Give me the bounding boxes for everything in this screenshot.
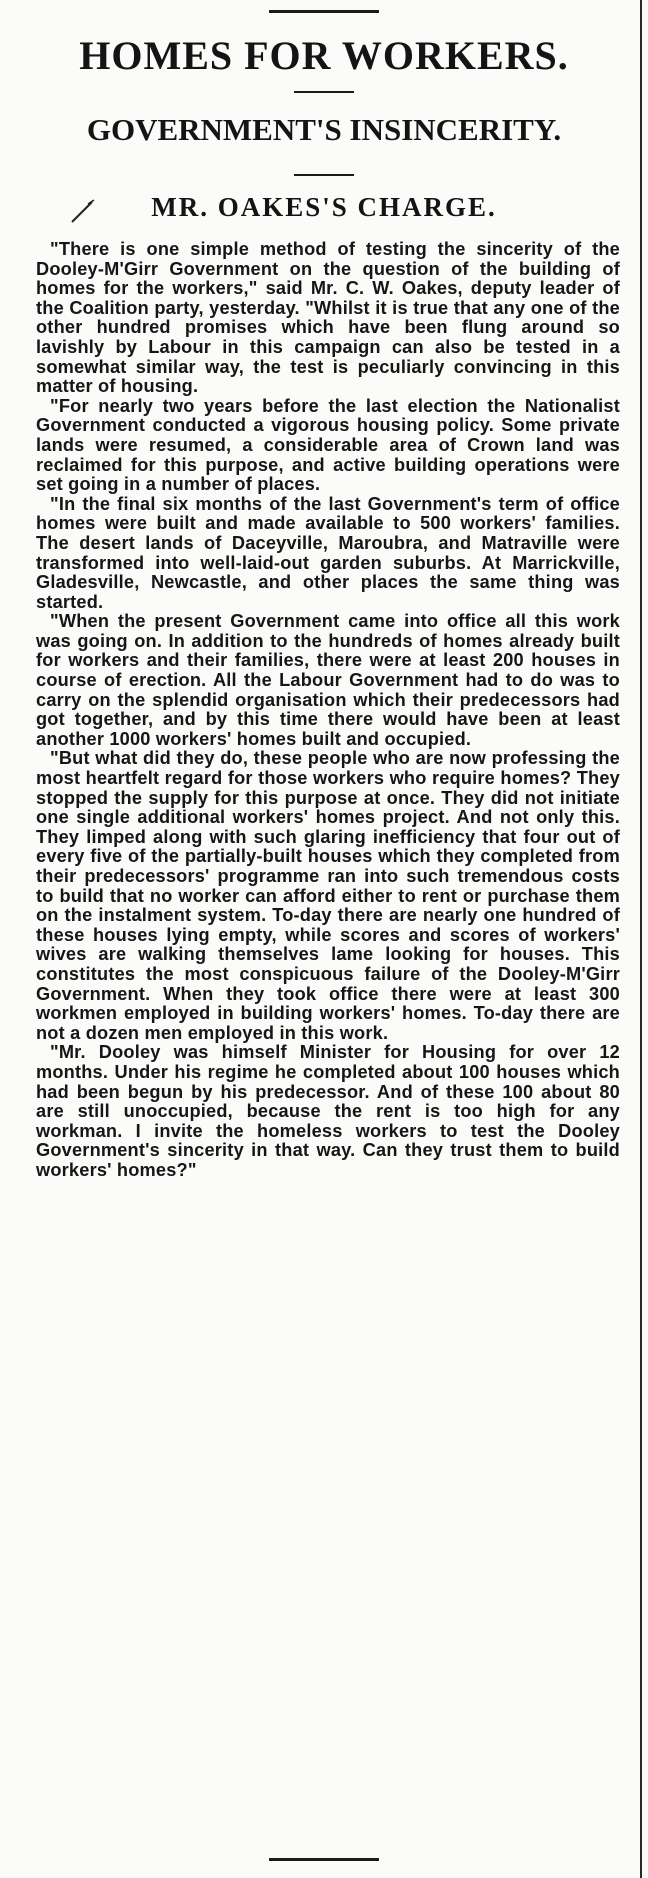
main-headline: HOMES FOR WORKERS.	[79, 33, 569, 78]
bottom-rule	[269, 1858, 379, 1861]
article-paragraph: "But what did they do, these people who are now professing the most heartfelt regard for those workers who require homes? They stopped the supply for this purpose at once. They did not initiate one single additional workers' homes project. And not only this. They limped along with such glaring inefficiency that four out of every five of the partially-built houses which they completed from their predecessors' programme ran into such tremendous costs to build that no worker can afford either to rent or purchase them on the instalment system. To-day there are nearly one hundred of these houses lying empty, while scores and scores of workers' wives are walking themselves lame looking for houses. This constitutes the most conspicuous failure of the Dooley-M'Girr Government. When they took office there were at least 300 workmen employed in building workers' homes. To-day there are not a dozen men employed in this work.	[36, 748, 620, 1043]
article-body	[36, 240, 620, 1181]
column-edge-rule	[640, 0, 642, 1878]
article-paragraph: "In the final six months of the last Government's term of office homes were built and made available to 500 workers' families. The desert lands of Daceyville, Maroubra, and Matraville were transformed into well-laid-out garden suburbs. At Marrickville, Gladesville, Newcastle, and other places the same thing was started.	[36, 493, 620, 612]
article-paragraph: "Mr. Dooley was himself Minister for Housing for over 12 months. Under his regime he completed about 100 houses which had been begun by his predecessor. And of these 100 about 80 are still unoccupied, because the rent is too high for any workman. I invite the homeless workers to test the Dooley Government's sincerity in that way. Can they trust them to build workers' homes?"	[36, 1042, 620, 1180]
top-rule	[269, 10, 379, 13]
headline-divider-2	[294, 174, 354, 176]
headline-divider-1	[294, 91, 354, 93]
article-paragraph: "When the present Government came into office all this work was going on. In addition to the hundreds of homes already built for workers and their families, there were at least 200 houses in course of erection. All the Labour Government had to do was to carry on the splendid organisation which their predecessors had got together, and by this time there would have been at least another 1000 workers' homes built and occupied.	[36, 611, 620, 749]
deck-headline: MR. OAKES'S CHARGE.	[151, 192, 497, 222]
sub-headline: GOVERNMENT'S INSINCERITY.	[86, 112, 562, 147]
article-paragraph: "For nearly two years before the last election the Nationalist Government conducted a vigorous housing policy. Some private lands were resumed, a considerable area of Crown land was reclaimed for this purpose, and active building operations were set going in a number of places.	[36, 395, 620, 495]
article-paragraph: "There is one simple method of testing the sincerity of the Dooley-M'Girr Government on the question of the building of homes for the workers," said Mr. C. W. Oakes, deputy leader of the Coalition party, yesterday. "Whilst it is true that any one of the other hundred promises which have been flung around so lavishly by Labour in this campaign can also be tested in a somewhat similar way, the test is peculiarly convincing in this matter of housing.	[36, 239, 620, 397]
